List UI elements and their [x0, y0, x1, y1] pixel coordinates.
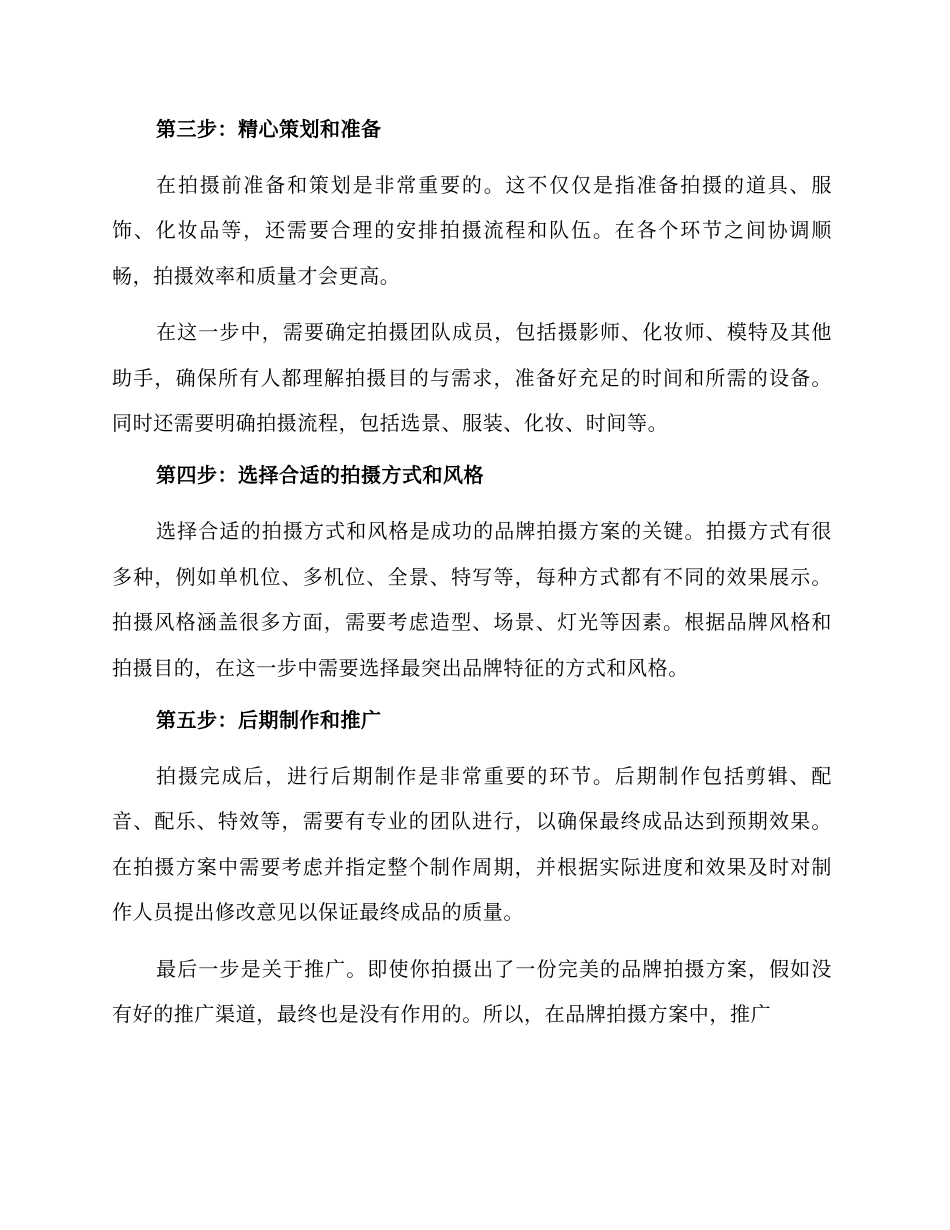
section-heading-step3: 第三步：精心策划和准备 [156, 117, 382, 141]
paragraph: 拍摄完成后，进行后期制作是非常重要的环节。后期制作包括剪辑、配音、配乐、特效等，需要有专业的团队进行，以确保最终成品达到预期效果。在拍摄方案中需要考虑并指定整个制作周期，并根据实际进度和效果及时对制作人员提出修改意见以保证最终成品的质量。 [112, 764, 832, 925]
paragraph: 在这一步中，需要确定拍摄团队成员，包括摄影师、化妆师、模特及其他助手，确保所有人都理解拍摄目的与需求，准备好充足的时间和所需的设备。同时还需要明确拍摄流程，包括选景、服装、化妆、时间等。 [112, 320, 832, 436]
document-body [112, 111, 832, 1049]
paragraph: 选择合适的拍摄方式和风格是成功的品牌拍摄方案的关键。拍摄方式有很多种，例如单机位、多机位、全景、特写等，每种方式都有不同的效果展示。拍摄风格涵盖很多方面，需要考虑造型、场景、灯光等因素。根据品牌风格和拍摄目的，在这一步中需要选择最突出品牌特征的方式和风格。 [112, 519, 832, 680]
paragraph: 在拍摄前准备和策划是非常重要的。这不仅仅是指准备拍摄的道具、服饰、化妆品等，还需要合理的安排拍摄流程和队伍。在各个环节之间协调顺畅，拍摄效率和质量才会更高。 [112, 173, 832, 288]
section-heading-step4: 第四步：选择合适的拍摄方式和风格 [156, 463, 484, 488]
paragraph: 最后一步是关于推广。即使你拍摄出了一份完美的品牌拍摄方案，假如没有好的推广渠道，最终也是没有作用的。所以，在品牌拍摄方案中，推广 [112, 956, 832, 1027]
section-heading-step5: 第五步：后期制作和推广 [156, 708, 382, 733]
